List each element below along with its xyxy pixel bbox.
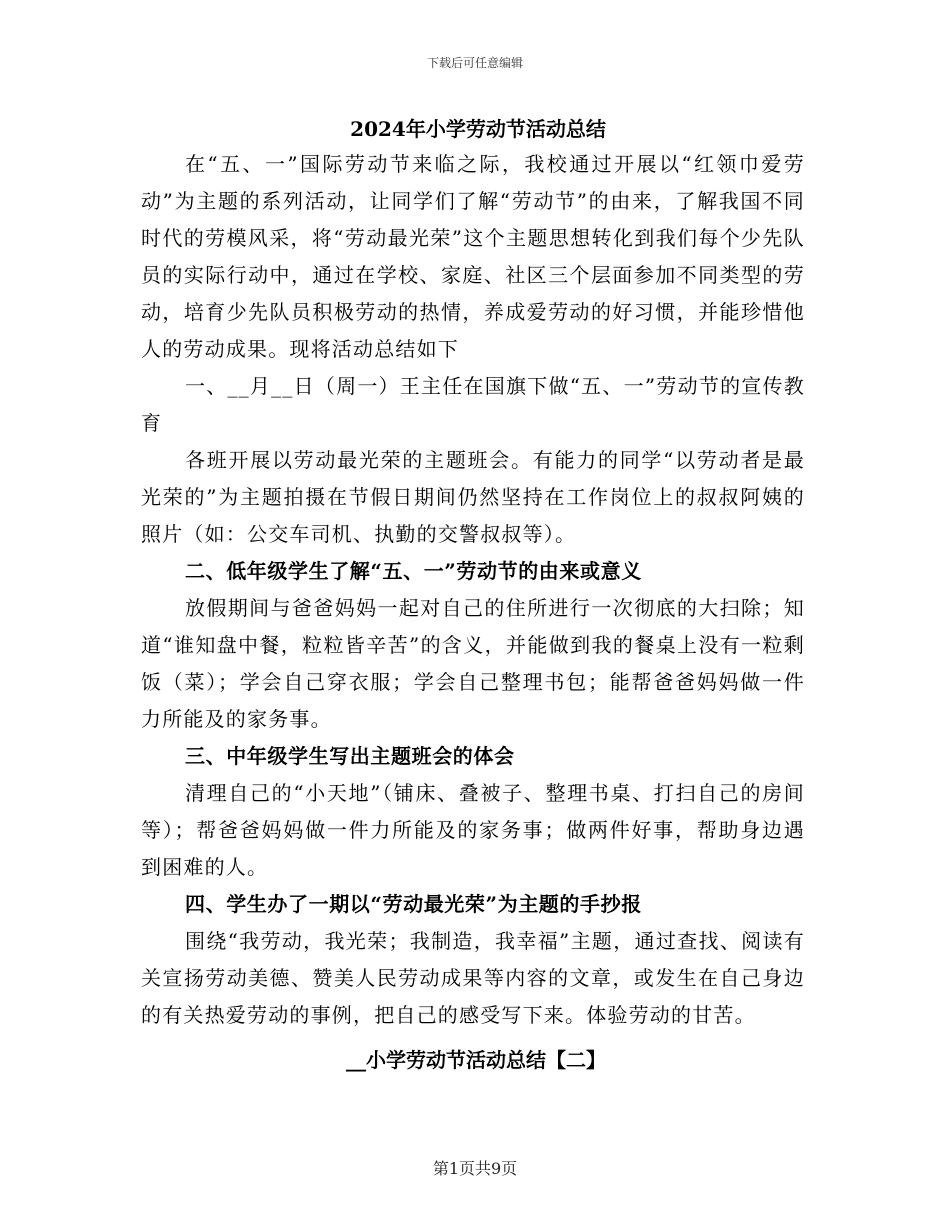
item-1-body: 各班开展以劳动最光荣的主题班会。有能力的同学“以劳动者是最光荣的”为主题拍摄在节假日期间仍然坚持在工作岗位上的叔叔阿姨的照片（如：公交车司机、执勤的交警叔叔等）。 bbox=[141, 448, 805, 546]
page-number: 第1页共9页 bbox=[432, 1159, 518, 1178]
section-body-2: 放假期间与爸爸妈妈一起对自己的住所进行一次彻底的大扫除；知道“谁知盘中餐，粒粒皆辛苦”的含义，并能做到我的餐桌上没有一粒剩饭（菜）；学会自己穿衣服；学会自己整理书包；能帮爸爸妈妈做一件力所能及的家务事。 bbox=[141, 596, 805, 731]
intro-paragraph: 在“五、一”国际劳动节来临之际，我校通过开展以“红领巾爱劳动”为主题的系列活动，让同学们了解“劳动节”的由来，了解我国不同时代的劳模风采，将“劳动最光荣”这个主题思想转化到我们每个少先队员的实际行动中，通过在学校、家庭、社区三个层面参加不同类型的劳动，培育少先队员积极劳动的热情，养成爱劳动的好习惯，并能珍惜他人的劳动成果。现将活动总结如下 bbox=[141, 152, 805, 361]
page-header-note: 下载后可任意编辑 bbox=[426, 56, 523, 70]
section-heading-4: 四、学生办了一期以“劳动最光荣”为主题的手抄报 bbox=[185, 892, 642, 916]
section-body-3: 清理自己的“小天地”（铺床、叠被子、整理书桌、打扫自己的房间等）；帮爸爸妈妈做一件力所能及的家务事；做两件好事，帮助身边遇到困难的人。 bbox=[141, 781, 805, 879]
document-title: 2024年小学劳动节活动总结 bbox=[350, 117, 606, 141]
section-heading-3: 三、中年级学生写出主题班会的体会 bbox=[185, 744, 515, 768]
document-body bbox=[141, 112, 805, 1079]
section-heading-2: 二、低年级学生了解“五、一”劳动节的由来或意义 bbox=[185, 559, 642, 583]
item-1-heading: 一、__月__日（周一）王主任在国旗下做“五、一”劳动节的宣传教育 bbox=[141, 374, 805, 435]
second-section-title: __小学劳动节活动总结【二】 bbox=[346, 1048, 606, 1072]
section-body-4: 围绕“我劳动，我光荣；我制造，我幸福”主题，通过查找、阅读有关宣扬劳动美德、赞美人民劳动成果等内容的文章，或发生在自己身边的有关热爱劳动的事例，把自己的感受写下来。体验劳动的甘苦。 bbox=[141, 929, 805, 1027]
